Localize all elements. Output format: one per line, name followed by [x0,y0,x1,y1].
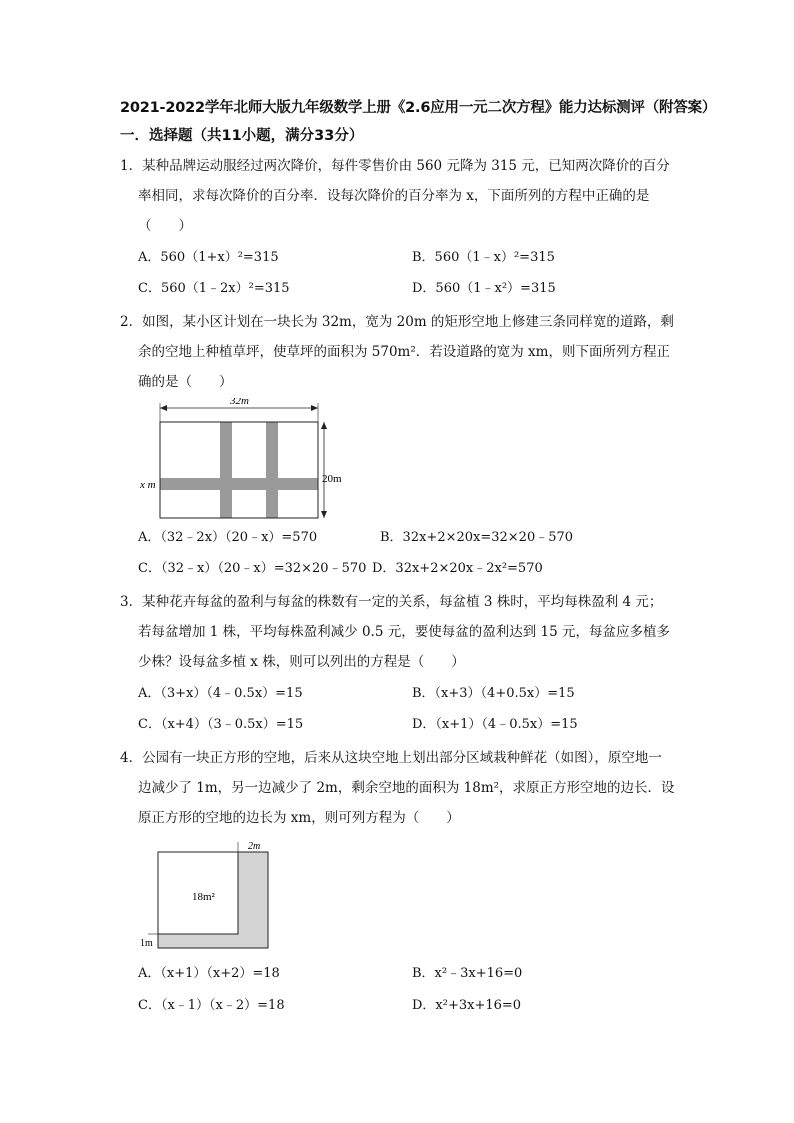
q4-left-label: 1m [140,938,153,949]
q3-line-2: 若每盆增加 1 株，平均每株盈利减少 0.5 元，要使每盆的盈利达到 15 元，每盆应多植多 [138,624,670,640]
q4-area-label: 18m² [192,891,215,903]
q2-road-vertical-1 [220,422,232,518]
q3-option-c[interactable]: C．（x+4）（3﹣0.5x）=15 [138,717,304,732]
q2-option-c[interactable]: C．（32﹣x）（20﹣x）=32×20﹣570 [138,561,367,576]
q1-option-d[interactable]: D．560（1﹣x²）=315 [412,281,556,296]
q4-line-2: 边减少了 1m，另一边减少了 2m，剩余空地的面积为 18m²，求原正方形空地的边长．设 [138,780,675,796]
q2-height-label: 20m [322,473,342,485]
q2-option-a[interactable]: A．（32﹣2x）（20﹣x）=570 [138,530,318,545]
q4-option-b[interactable]: B．x²﹣3x+16=0 [412,966,523,981]
q4-option-d[interactable]: D．x²+3x+16=0 [412,998,522,1013]
q2-road-vertical-2 [266,422,278,518]
q2-road-horizontal [160,478,318,490]
q4-line-1: 4．公园有一块正方形的空地，后来从这块空地上划出部分区域栽种鲜花（如图），原空地一 [120,750,662,766]
q4-top-label: 2m [248,841,261,852]
document-title: 2021-2022学年北师大版九年级数学上册《2.6应用一元二次方程》能力达标测评（附答案） [120,100,717,116]
q2-field-rect [160,422,318,518]
q1-line-2: 率相同，求每次降价的百分率．设每次降价的百分率为 x，下面所列的方程中正确的是 [138,188,650,204]
q2-road-width-label: x m [140,479,156,491]
q3-option-d[interactable]: D．（x+1）（4﹣0.5x）=15 [412,717,578,732]
q2-option-b[interactable]: B．32x+2×20x=32×20﹣570 [380,530,574,545]
q2-road-figure [138,398,358,526]
q2-line-3: 确的是（ ） [138,374,233,390]
q1-option-b[interactable]: B．560（1﹣x）²=315 [412,250,555,265]
q4-line-3: 原正方形的空地的边长为 xm，则可列方程为（ ） [138,810,460,826]
q1-option-a[interactable]: A．560（1+x）²=315 [138,250,279,265]
q3-line-3: 少株？设每盆多植 x 株，则可以列出的方程是（ ） [138,654,465,670]
q4-option-c[interactable]: C．（x﹣1）（x﹣2）=18 [138,998,285,1013]
section-heading: 一．选择题（共11小题，满分33分） [120,128,364,144]
q3-option-b[interactable]: B．（x+3）（4+0.5x）=15 [412,686,575,701]
q4-square-figure [138,838,278,954]
q2-line-2: 余的空地上种植草坪，使草坪的面积为 570m²．若设道路的宽为 xm，则下面所列方程正 [138,344,670,360]
q1-line-1: 1．某种品牌运动服经过两次降价，每件零售价由 560 元降为 315 元，已知两次降价的百分 [120,158,670,174]
q2-line-1: 2．如图，某小区计划在一块长为 32m，宽为 20m 的矩形空地上修建三条同样宽的道路，剩 [120,314,674,330]
q1-option-c[interactable]: C．560（1﹣2x）²=315 [138,281,290,296]
q1-line-3: （ ） [138,218,192,234]
q3-line-1: 3．某种花卉每盆的盈利与每盆的株数有一定的关系，每盆植 3 株时，平均每株盈利 4 元； [120,594,663,610]
q4-option-a[interactable]: A．（x+1）（x+2）=18 [138,966,280,981]
q3-option-a[interactable]: A．（3+x）（4﹣0.5x）=15 [138,686,303,701]
q2-width-label: 32m [230,398,249,407]
q2-option-d[interactable]: D．32x+2×20x﹣2x²=570 [372,561,543,576]
